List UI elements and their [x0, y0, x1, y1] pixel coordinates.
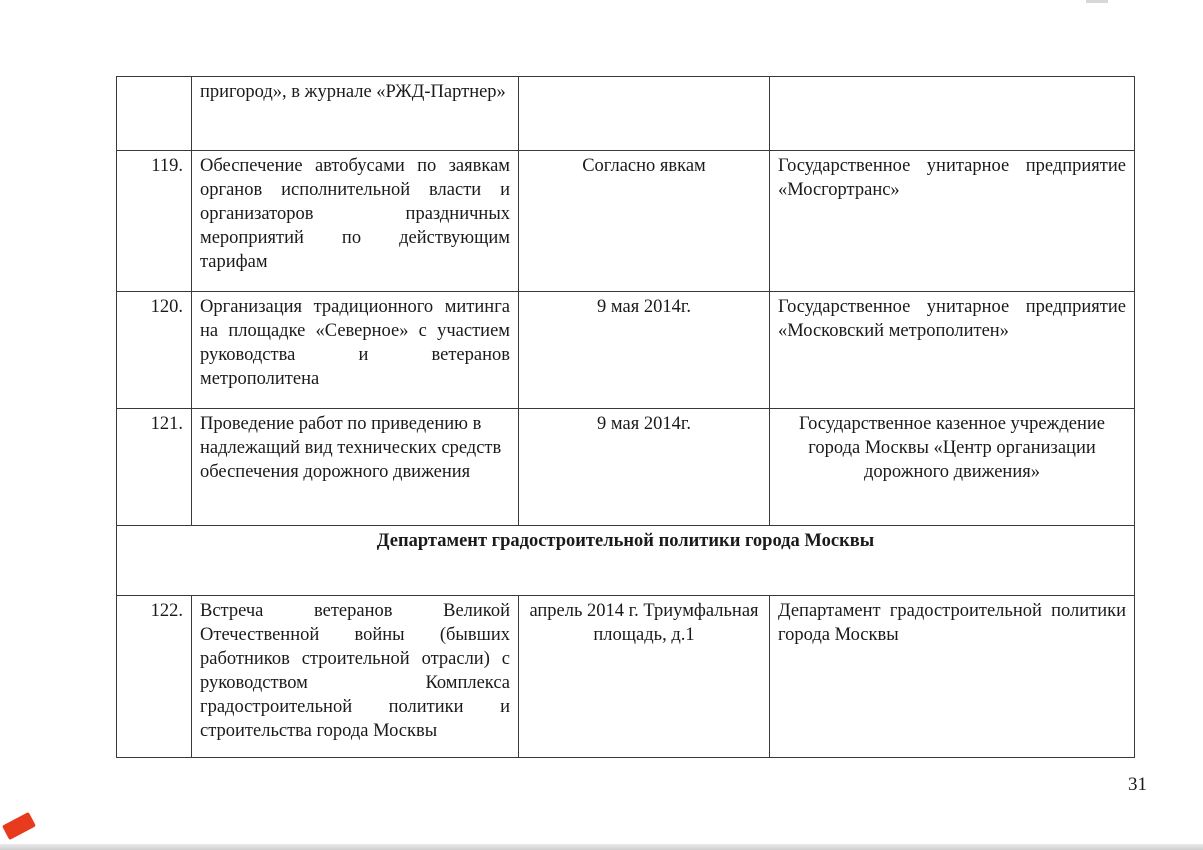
table-row: [117, 77, 1135, 151]
event-date: 9 мая 2014г.: [519, 292, 770, 409]
responsible-organization: Государственное унитарное предприятие «Мосгортранс»: [770, 151, 1135, 292]
section-heading: Департамент градостроительной политики города Москвы: [117, 526, 1135, 596]
table-row: [117, 292, 1135, 409]
row-number: 121.: [117, 409, 192, 526]
event-date: Согласно явкам: [519, 151, 770, 292]
section-row: [117, 526, 1135, 596]
responsible-organization: Департамент градостроительной политики города Москвы: [770, 596, 1135, 758]
row-number: 119.: [117, 151, 192, 292]
page-number: 31: [1128, 774, 1147, 795]
event-description: Встреча ветеранов Великой Отечественной войны (бывших работников строительной отрасли) с руководством Комплекса градостроительной политики и строительства города Москвы: [192, 596, 519, 758]
row-number: 120.: [117, 292, 192, 409]
event-description: Проведение работ по приведению в надлежащий вид технических средств обеспечения дорожного движения: [192, 409, 519, 526]
event-date: [519, 77, 770, 151]
row-number: 122.: [117, 596, 192, 758]
table-row: [117, 409, 1135, 526]
scan-corner-mark: [1086, 0, 1108, 3]
page-bottom-edge: [0, 844, 1203, 850]
event-date: 9 мая 2014г.: [519, 409, 770, 526]
stamp-logo: [2, 812, 36, 840]
table-row: [117, 151, 1135, 292]
event-date: апрель 2014 г. Триумфальная площадь, д.1: [519, 596, 770, 758]
responsible-organization: Государственное унитарное предприятие «Московский метрополитен»: [770, 292, 1135, 409]
event-description: пригород», в журнале «РЖД-Партнер»: [192, 77, 519, 151]
responsible-organization: Государственное казенное учреждение города Москвы «Центр организации дорожного движения»: [770, 409, 1135, 526]
event-description: Организация традиционного митинга на площадке «Северное» с участием руководства и ветеранов метрополитена: [192, 292, 519, 409]
events-table: [116, 76, 1135, 758]
responsible-organization: [770, 77, 1135, 151]
row-number: [117, 77, 192, 151]
event-description: Обеспечение автобусами по заявкам органов исполнительной власти и организаторов праздничных мероприятий по действующим тарифам: [192, 151, 519, 292]
table-row: [117, 596, 1135, 758]
